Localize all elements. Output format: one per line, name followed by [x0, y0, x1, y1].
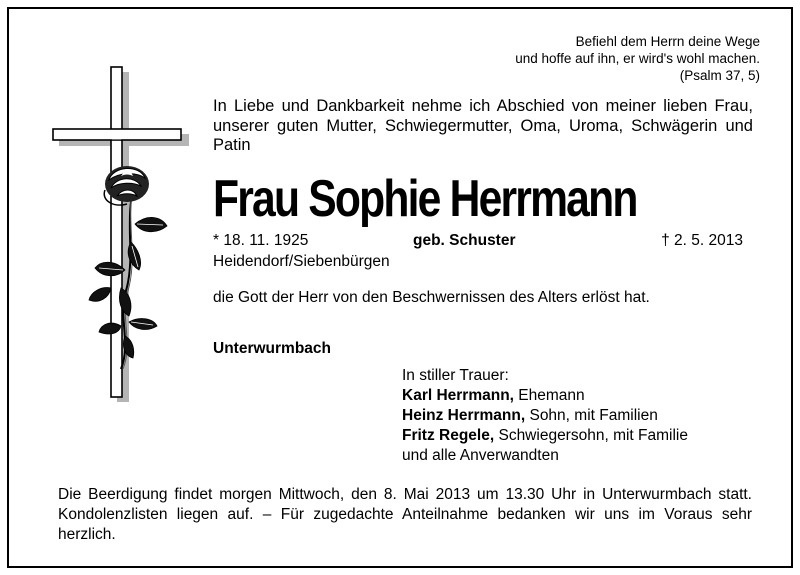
birth-date: * 18. 11. 1925: [213, 232, 309, 249]
mourner-relation: Sohn, mit Familien: [525, 407, 658, 424]
death-date: † 2. 5. 2013: [661, 232, 743, 249]
mourner-relation: Ehemann: [513, 387, 585, 404]
maiden-name: geb. Schuster: [413, 232, 516, 249]
obituary-notice: [7, 7, 793, 568]
psalm-quote: [420, 33, 760, 84]
mourner-relation: Schwiegersohn, mit Familie: [494, 427, 688, 444]
mourner-name: Karl Herrmann,: [402, 387, 514, 404]
mourner-entry: [402, 426, 762, 446]
deceased-name: Frau Sophie Herrmann: [213, 170, 637, 228]
mourners-others: und alle Anverwandten: [402, 447, 559, 464]
released-text: die Gott der Herr von den Beschwernissen des Alters erlöst hat.: [213, 289, 650, 306]
mourner-entry: [402, 406, 762, 426]
place-of-origin: Heidendorf/Siebenbürgen: [213, 253, 390, 270]
mourner-name: Heinz Herrmann,: [402, 407, 526, 424]
mourners-heading: In stiller Trauer:: [402, 367, 509, 384]
cross-with-rose-icon: [39, 64, 199, 409]
psalm-line-2: und hoffe auf ihn, er wird's wohl machen.: [515, 51, 760, 66]
mourner-name: Fritz Regele,: [402, 427, 495, 444]
intro-text: In Liebe und Dankbarkeit nehme ich Abschied von meiner lieben Frau, unserer guten Mutter, Schwiegermutter, Oma, Uroma, Schwägerin und Patin: [213, 97, 753, 154]
psalm-reference: (Psalm 37, 5): [679, 68, 760, 83]
psalm-line-1: Befiehl dem Herrn deine Wege: [575, 34, 760, 49]
mourners-list: [402, 366, 762, 466]
residence-place: Unterwurmbach: [213, 340, 331, 357]
mourner-entry: [402, 386, 762, 406]
funeral-notice: Die Beerdigung findet morgen Mittwoch, den 8. Mai 2013 um 13.30 Uhr in Unterwurmbach statt. Kondolenzlisten liegen auf. – Für zugedachte Anteilnahme bedanken wir uns im Voraus sehr herzlich.: [58, 486, 752, 543]
